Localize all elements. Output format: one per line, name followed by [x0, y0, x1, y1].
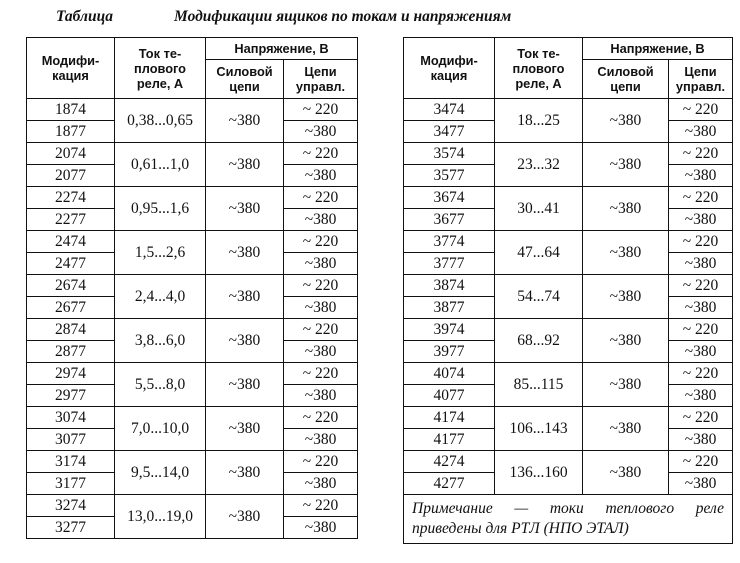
power-voltage-cell: ~380 — [583, 231, 669, 275]
modification-cell: 2477 — [27, 253, 115, 275]
modification-cell: 3074 — [27, 407, 115, 429]
control-voltage-cell: ~ 220 — [284, 275, 358, 297]
power-voltage-cell: ~380 — [583, 187, 669, 231]
control-voltage-cell: ~380 — [284, 165, 358, 187]
right-table — [403, 37, 733, 544]
modification-cell: 1877 — [27, 121, 115, 143]
modification-cell: 3974 — [404, 319, 495, 341]
header-voltage: Напряжение, В — [583, 38, 733, 60]
left-table-body — [27, 99, 358, 539]
current-cell: 13,0...19,0 — [115, 495, 206, 539]
control-voltage-cell: ~ 220 — [669, 275, 733, 297]
control-voltage-cell: ~ 220 — [284, 451, 358, 473]
modification-cell: 2474 — [27, 231, 115, 253]
modification-cell: 4174 — [404, 407, 495, 429]
current-cell: 136...160 — [495, 451, 583, 495]
current-cell: 1,5...2,6 — [115, 231, 206, 275]
control-voltage-cell: ~380 — [669, 121, 733, 143]
header-power: Силовой цепи — [206, 59, 284, 98]
control-voltage-cell: ~380 — [669, 253, 733, 275]
table-row — [404, 451, 733, 473]
control-voltage-cell: ~ 220 — [284, 231, 358, 253]
control-voltage-cell: ~ 220 — [669, 451, 733, 473]
header-current: Ток те- плового реле, А — [115, 38, 206, 99]
control-voltage-cell: ~380 — [284, 253, 358, 275]
current-cell: 68...92 — [495, 319, 583, 363]
modification-cell: 3277 — [27, 517, 115, 539]
current-cell: 3,8...6,0 — [115, 319, 206, 363]
control-voltage-cell: ~ 220 — [669, 319, 733, 341]
modification-cell: 3977 — [404, 341, 495, 363]
table-row — [404, 407, 733, 429]
header-voltage: Напряжение, В — [206, 38, 358, 60]
table-row — [404, 143, 733, 165]
modification-cell: 4077 — [404, 385, 495, 407]
table-row — [27, 275, 358, 297]
table-row — [404, 275, 733, 297]
control-voltage-cell: ~ 220 — [669, 143, 733, 165]
header-control: Цепи управл. — [669, 59, 733, 98]
control-voltage-cell: ~ 220 — [669, 231, 733, 253]
current-cell: 5,5...8,0 — [115, 363, 206, 407]
control-voltage-cell: ~380 — [284, 385, 358, 407]
current-cell: 0,61...1,0 — [115, 143, 206, 187]
control-voltage-cell: ~ 220 — [284, 99, 358, 121]
power-voltage-cell: ~380 — [206, 187, 284, 231]
power-voltage-cell: ~380 — [206, 99, 284, 143]
table-row — [27, 231, 358, 253]
control-voltage-cell: ~ 220 — [669, 99, 733, 121]
modification-cell: 2077 — [27, 165, 115, 187]
control-voltage-cell: ~380 — [669, 429, 733, 451]
table-row — [404, 363, 733, 385]
control-voltage-cell: ~ 220 — [284, 319, 358, 341]
modification-cell: 2674 — [27, 275, 115, 297]
table-caption — [56, 8, 511, 26]
modification-cell: 2877 — [27, 341, 115, 363]
power-voltage-cell: ~380 — [206, 407, 284, 451]
modification-cell: 2977 — [27, 385, 115, 407]
control-voltage-cell: ~ 220 — [284, 407, 358, 429]
current-cell: 2,4...4,0 — [115, 275, 206, 319]
caption-label: Таблица — [56, 8, 113, 25]
control-voltage-cell: ~ 220 — [284, 363, 358, 385]
control-voltage-cell: ~380 — [284, 341, 358, 363]
modification-cell: 4274 — [404, 451, 495, 473]
power-voltage-cell: ~380 — [583, 451, 669, 495]
control-voltage-cell: ~380 — [669, 165, 733, 187]
modification-cell: 3674 — [404, 187, 495, 209]
modification-cell: 2974 — [27, 363, 115, 385]
current-cell: 54...74 — [495, 275, 583, 319]
control-voltage-cell: ~ 220 — [284, 143, 358, 165]
power-voltage-cell: ~380 — [206, 451, 284, 495]
power-voltage-cell: ~380 — [206, 143, 284, 187]
current-cell: 7,0...10,0 — [115, 407, 206, 451]
modification-cell: 4177 — [404, 429, 495, 451]
power-voltage-cell: ~380 — [583, 319, 669, 363]
modification-cell: 3577 — [404, 165, 495, 187]
control-voltage-cell: ~ 220 — [669, 407, 733, 429]
modification-cell: 3077 — [27, 429, 115, 451]
control-voltage-cell: ~380 — [669, 209, 733, 231]
modification-cell: 1874 — [27, 99, 115, 121]
header-current: Ток те- плового реле, А — [495, 38, 583, 99]
modification-cell: 2277 — [27, 209, 115, 231]
modification-cell: 3177 — [27, 473, 115, 495]
power-voltage-cell: ~380 — [583, 99, 669, 143]
table-row — [27, 495, 358, 517]
table-row — [27, 99, 358, 121]
modification-cell: 3174 — [27, 451, 115, 473]
control-voltage-cell: ~ 220 — [284, 495, 358, 517]
modification-cell: 2274 — [27, 187, 115, 209]
control-voltage-cell: ~380 — [284, 473, 358, 495]
caption-title: Модификации ящиков по токам и напряжениям — [174, 8, 512, 25]
power-voltage-cell: ~380 — [583, 407, 669, 451]
control-voltage-cell: ~ 220 — [284, 187, 358, 209]
modification-cell: 2074 — [27, 143, 115, 165]
control-voltage-cell: ~ 220 — [669, 187, 733, 209]
control-voltage-cell: ~380 — [284, 209, 358, 231]
table-row — [27, 143, 358, 165]
modification-cell: 3274 — [27, 495, 115, 517]
modification-cell: 4074 — [404, 363, 495, 385]
modification-cell: 3574 — [404, 143, 495, 165]
current-cell: 106...143 — [495, 407, 583, 451]
control-voltage-cell: ~380 — [669, 297, 733, 319]
table-row — [404, 99, 733, 121]
modification-cell: 2677 — [27, 297, 115, 319]
control-voltage-cell: ~380 — [284, 297, 358, 319]
control-voltage-cell: ~380 — [669, 385, 733, 407]
current-cell: 18...25 — [495, 99, 583, 143]
current-cell: 0,38...0,65 — [115, 99, 206, 143]
power-voltage-cell: ~380 — [206, 319, 284, 363]
modification-cell: 3474 — [404, 99, 495, 121]
power-voltage-cell: ~380 — [206, 231, 284, 275]
right-table-body — [404, 99, 733, 495]
control-voltage-cell: ~380 — [284, 429, 358, 451]
control-voltage-cell: ~380 — [669, 341, 733, 363]
header-power: Силовой цепи — [583, 59, 669, 98]
table-row — [27, 363, 358, 385]
left-table — [26, 37, 358, 539]
modification-cell: 3877 — [404, 297, 495, 319]
table-note: Примечание — токи теплового реле приведены для РТЛ (НПО ЭТАЛ) — [404, 495, 733, 544]
header-modification: Модифи- кация — [404, 38, 495, 99]
power-voltage-cell: ~380 — [583, 143, 669, 187]
table-row — [404, 319, 733, 341]
table-row — [27, 407, 358, 429]
power-voltage-cell: ~380 — [206, 363, 284, 407]
power-voltage-cell: ~380 — [583, 275, 669, 319]
current-cell: 0,95...1,6 — [115, 187, 206, 231]
modification-cell: 3677 — [404, 209, 495, 231]
control-voltage-cell: ~ 220 — [669, 363, 733, 385]
modification-cell: 4277 — [404, 473, 495, 495]
modification-cell: 2874 — [27, 319, 115, 341]
current-cell: 47...64 — [495, 231, 583, 275]
control-voltage-cell: ~380 — [284, 121, 358, 143]
table-row — [27, 187, 358, 209]
table-row — [404, 231, 733, 253]
current-cell: 23...32 — [495, 143, 583, 187]
header-modification: Модифи- кация — [27, 38, 115, 99]
power-voltage-cell: ~380 — [583, 363, 669, 407]
control-voltage-cell: ~380 — [284, 517, 358, 539]
table-row — [404, 187, 733, 209]
current-cell: 30...41 — [495, 187, 583, 231]
modification-cell: 3774 — [404, 231, 495, 253]
control-voltage-cell: ~380 — [669, 473, 733, 495]
current-cell: 85...115 — [495, 363, 583, 407]
power-voltage-cell: ~380 — [206, 275, 284, 319]
modification-cell: 3477 — [404, 121, 495, 143]
header-control: Цепи управл. — [284, 59, 358, 98]
current-cell: 9,5...14,0 — [115, 451, 206, 495]
table-row — [27, 451, 358, 473]
modification-cell: 3874 — [404, 275, 495, 297]
power-voltage-cell: ~380 — [206, 495, 284, 539]
modification-cell: 3777 — [404, 253, 495, 275]
table-row — [27, 319, 358, 341]
